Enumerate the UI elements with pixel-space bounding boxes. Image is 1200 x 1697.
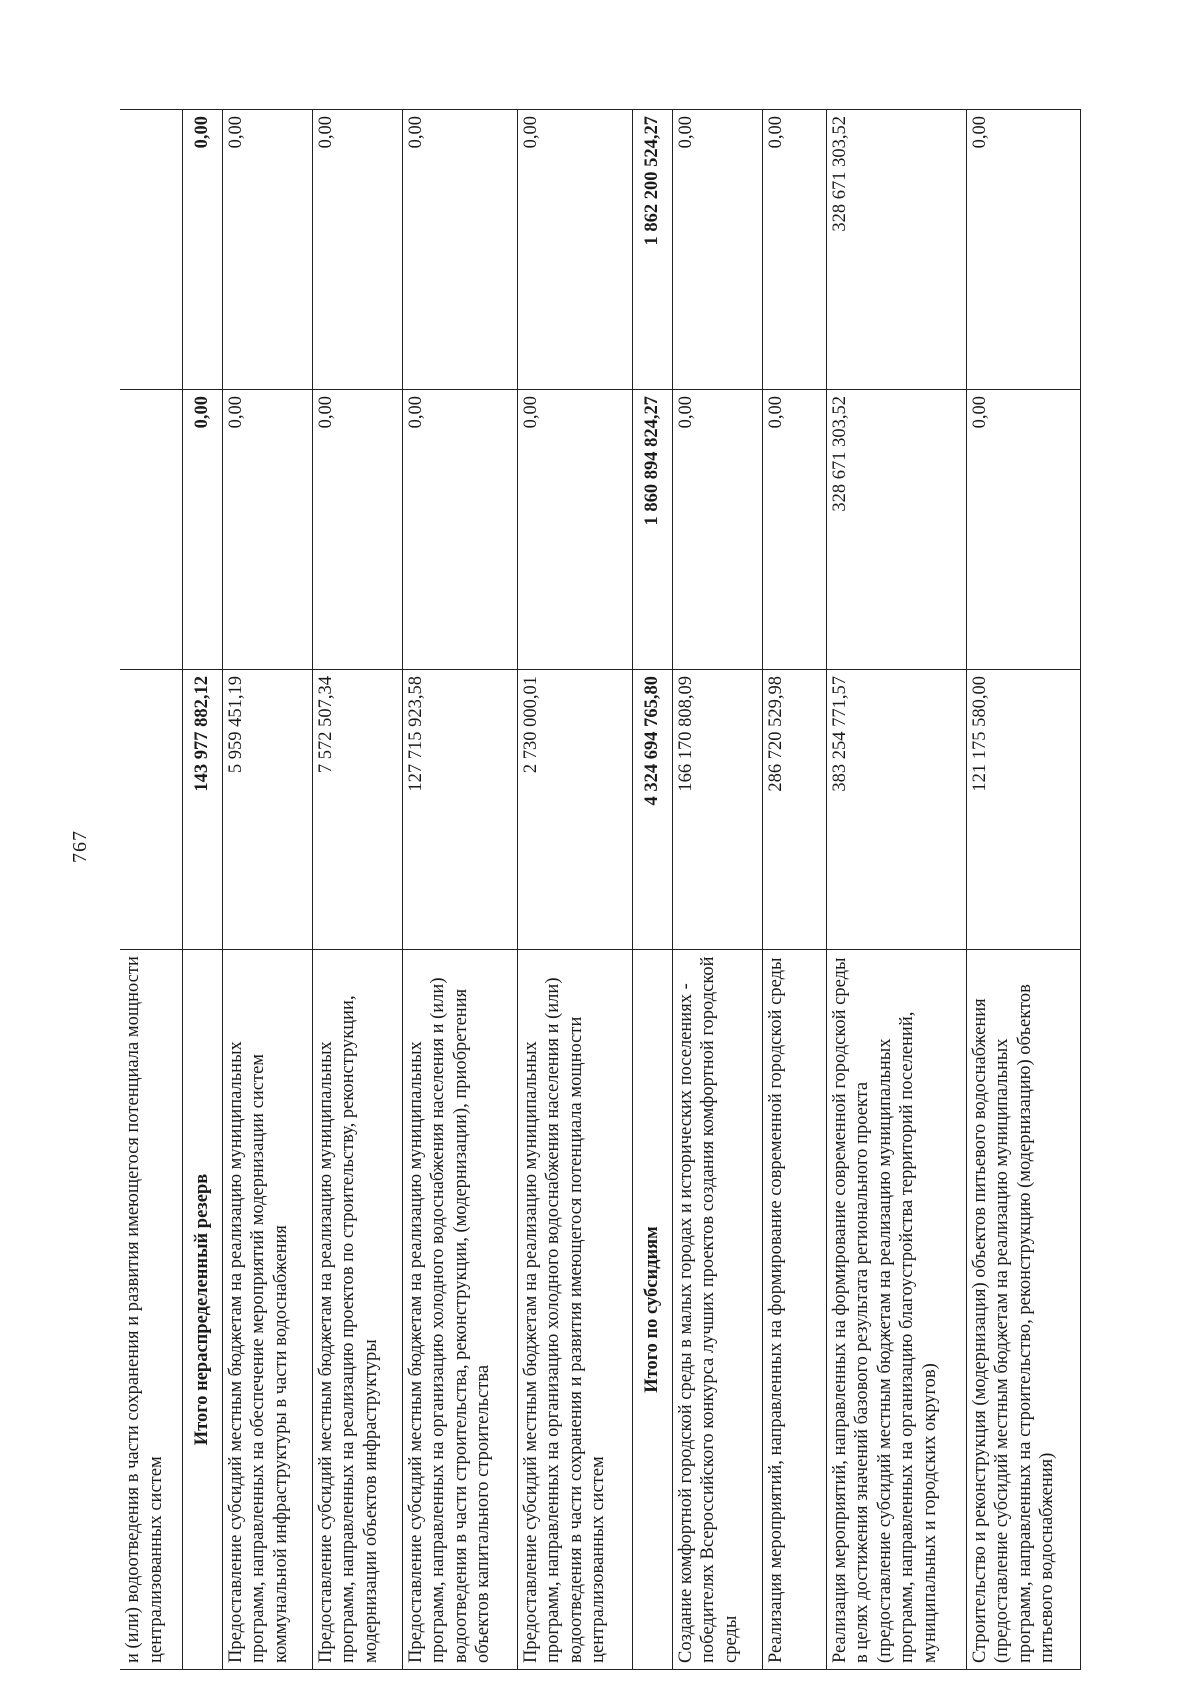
row-value-3: 0,00 xyxy=(182,110,222,390)
row-value-3: 328 671 303,52 xyxy=(826,110,966,390)
table-row xyxy=(402,110,517,1670)
table-row-total xyxy=(182,110,222,1670)
row-value-2: 0,00 xyxy=(312,390,402,670)
row-value-2: 0,00 xyxy=(517,390,632,670)
row-value-3: 1 862 200 524,27 xyxy=(632,110,672,390)
row-value-1: 121 175 580,00 xyxy=(966,670,1080,950)
row-value-3: 0,00 xyxy=(966,110,1080,390)
row-value-1 xyxy=(120,670,182,950)
row-value-1: 286 720 529,98 xyxy=(762,670,826,950)
row-value-1: 383 254 771,57 xyxy=(826,670,966,950)
row-value-2: 0,00 xyxy=(222,390,312,670)
page-number: 767 xyxy=(69,830,91,863)
row-value-2: 0,00 xyxy=(182,390,222,670)
row-value-1: 2 730 000,01 xyxy=(517,670,632,950)
row-description: Предоставление субсидий местным бюджетам на реализацию муниципальных программ, направленных на обеспечение мероприятий модернизации систем коммунальной инфраструктуры в части водоснабжения xyxy=(222,950,312,1670)
table-row xyxy=(312,110,402,1670)
row-value-2: 0,00 xyxy=(402,390,517,670)
table-row xyxy=(672,110,762,1670)
row-description: Строительство и реконструкция (модернизация) объектов питьевого водоснабжения (предоставление субсидий местным бюджетам на реализацию муниципальных программ, направленных на строительство, реконструкцию (модернизацию) объектов питьевого водоснабжения) xyxy=(966,950,1080,1670)
row-value-2: 0,00 xyxy=(966,390,1080,670)
row-description: Реализация мероприятий, направленных на формирование современной городской среды xyxy=(762,950,826,1670)
row-value-1: 7 572 507,34 xyxy=(312,670,402,950)
row-value-3: 0,00 xyxy=(672,110,762,390)
row-description: Реализация мероприятий, направленных на формирование современной городской среды в целях достижения значений базового результата регионального проекта (предоставление субсидий местным бюджетам на реализацию муниципальных программ, направленных на организацию благоустройства территорий поселений, муниципальных и городских округов) xyxy=(826,950,966,1670)
row-value-3: 0,00 xyxy=(222,110,312,390)
table-row xyxy=(762,110,826,1670)
row-value-1: 5 959 451,19 xyxy=(222,670,312,950)
row-value-3 xyxy=(120,110,182,390)
row-value-2: 328 671 303,52 xyxy=(826,390,966,670)
row-value-1: 127 715 923,58 xyxy=(402,670,517,950)
row-value-2: 0,00 xyxy=(762,390,826,670)
row-description: Создание комфортной городской среды в малых городах и исторических поселениях - победителях Всероссийского конкурса лучших проектов создания комфортной городской среды xyxy=(672,950,762,1670)
row-description: Предоставление субсидий местным бюджетам на реализацию муниципальных программ, направленных на организацию холодного водоснабжения населения и (или) водоотведения в части строительства, реконструкции, (модернизации), приобретения объектов капитального строительства xyxy=(402,950,517,1670)
table-row xyxy=(222,110,312,1670)
row-value-3: 0,00 xyxy=(312,110,402,390)
row-description: Итого нераспределенный резерв xyxy=(182,950,222,1670)
row-value-1: 166 170 808,09 xyxy=(672,670,762,950)
row-value-3: 0,00 xyxy=(517,110,632,390)
table-row xyxy=(826,110,966,1670)
row-value-1: 4 324 694 765,80 xyxy=(632,670,672,950)
row-value-2 xyxy=(120,390,182,670)
table-row xyxy=(517,110,632,1670)
row-value-2: 0,00 xyxy=(672,390,762,670)
row-value-2: 1 860 894 824,27 xyxy=(632,390,672,670)
row-description: Предоставление субсидий местным бюджетам на реализацию муниципальных программ, направленных на реализацию проектов по строительству, реконструкции, модернизации объектов инфраструктуры xyxy=(312,950,402,1670)
table-row xyxy=(120,110,182,1670)
row-value-3: 0,00 xyxy=(762,110,826,390)
budget-table-container xyxy=(120,110,1058,1670)
row-description: Итого по субсидиям xyxy=(632,950,672,1670)
row-value-3: 0,00 xyxy=(402,110,517,390)
row-description: и (или) водоотведения в части сохранения и развития имеющегося потенциала мощности централизованных систем xyxy=(120,950,182,1670)
table-row xyxy=(966,110,1080,1670)
table-row-total xyxy=(632,110,672,1670)
row-description: Предоставление субсидий местным бюджетам на реализацию муниципальных программ, направленных на организацию холодного водоснабжения населения и (или) водоотведения в части сохранения и развития имеющегося потенциала мощности централизованных систем xyxy=(517,950,632,1670)
row-value-1: 143 977 882,12 xyxy=(182,670,222,950)
budget-table xyxy=(120,109,1081,1670)
